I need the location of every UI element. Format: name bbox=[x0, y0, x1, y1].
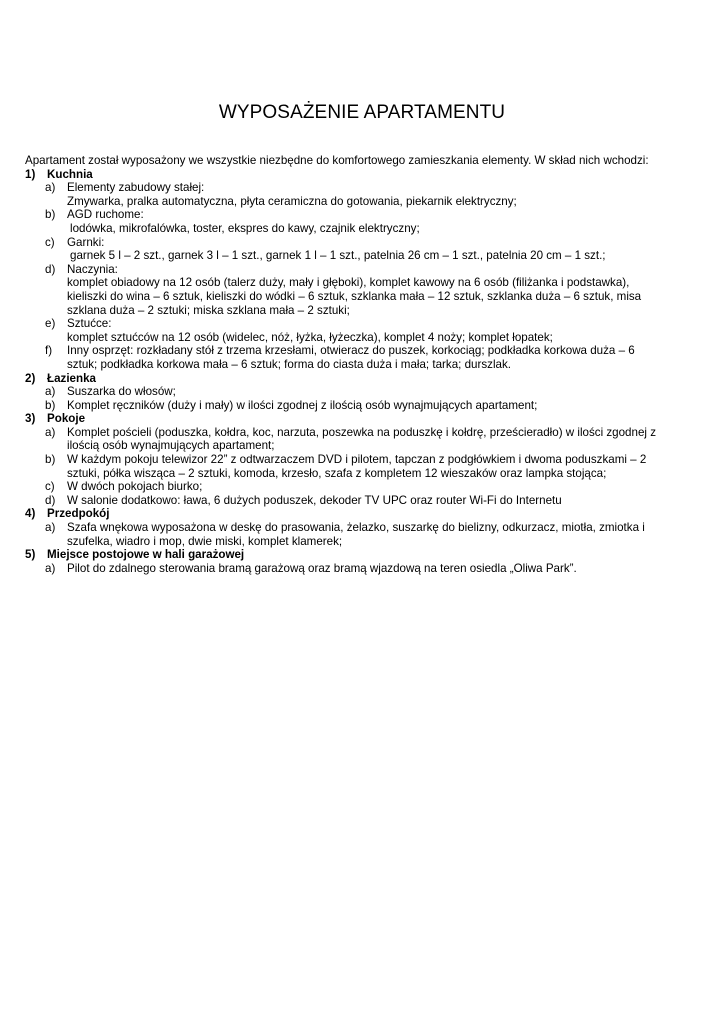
list-item bbox=[25, 453, 685, 480]
item-letter: e) bbox=[45, 317, 56, 331]
item-text: Naczynia: bbox=[67, 262, 118, 276]
intro-paragraph: Apartament został wyposażony we wszystkie niezbędne do komfortowego zamieszkania elementy. W skład nich wchodzi: bbox=[25, 154, 649, 167]
list-item bbox=[25, 208, 685, 222]
item-text: W dwóch pokojach biurko; bbox=[67, 480, 203, 494]
list-item bbox=[25, 426, 685, 453]
page-title: WYPOSAŻENIE APARTAMENTU bbox=[218, 102, 506, 123]
item-letter: a) bbox=[45, 181, 56, 195]
section-title: Miejsce postojowe w hali garażowej bbox=[47, 548, 245, 562]
item-detail: komplet obiadowy na 12 osób (talerz duży, mały i głęboki), komplet kawowy na 6 osób (filiżanka i podstawka), bbox=[67, 276, 630, 290]
item-text: Komplet ręczników (duży i mały) w ilości zgodnej z ilością osób wynajmujących apartament; bbox=[67, 398, 538, 412]
section-title: Kuchnia bbox=[47, 167, 93, 181]
item-detail: szklana duża – 2 sztuki; miska szklana mała – 2 sztuki; bbox=[67, 303, 350, 317]
item-letter: a) bbox=[45, 561, 56, 575]
section-heading-miejsce-postojowe bbox=[25, 548, 685, 562]
item-letter: c) bbox=[45, 235, 55, 249]
item-text: Szafa wnękowa wyposażona w deskę do prasowania, żelazko, suszarkę do bielizny, odkurzacz, miotła, zmiotka i szufelka, wiadro i mop, dwie miski, komplet klamerek; bbox=[67, 521, 645, 548]
item-text: Sztućce: bbox=[67, 317, 112, 331]
item-detail: Zmywarka, pralka automatyczna, płyta ceramiczna do gotowania, piekarnik elektryczny; bbox=[67, 194, 517, 208]
section-number: 4) bbox=[25, 507, 36, 521]
item-text: Inny osprzęt: rozkładany stół z trzema krzesłami, otwieracz do puszek, korkociąg; podkładka korkowa duża – 6 sztuk; podkładka korkowa mała – 6 sztuk; forma do ciasta duża i mała; tarka; durszlak. bbox=[67, 344, 635, 371]
section-title: Pokoje bbox=[47, 412, 86, 426]
document-body bbox=[25, 154, 685, 575]
list-item bbox=[25, 317, 685, 331]
item-letter: d) bbox=[45, 493, 56, 507]
section-number: 5) bbox=[25, 548, 36, 562]
list-item bbox=[25, 521, 685, 548]
list-item bbox=[25, 344, 685, 371]
list-item bbox=[25, 399, 685, 413]
section-title: Łazienka bbox=[47, 371, 96, 385]
item-letter: b) bbox=[45, 208, 56, 222]
item-text: W każdym pokoju telewizor 22” z odtwarzaczem DVD i pilotem, tapczan z podgłówkiem i dwoma poduszkami – 2 sztuki, półka wisząca – 2 sztuki, komoda, krzesło, szafa z kompletem 12 wieszaków oraz lampka stojąca; bbox=[67, 453, 647, 480]
section-heading-lazienka bbox=[25, 372, 685, 386]
section-heading-kuchnia bbox=[25, 168, 685, 182]
section-heading-pokoje bbox=[25, 412, 685, 426]
item-text: Pilot do zdalnego sterowania bramą garażową oraz bramą wjazdową na teren osiedla „Oliwa Park”. bbox=[67, 561, 577, 575]
item-letter: a) bbox=[45, 385, 56, 399]
item-letter: a) bbox=[45, 425, 56, 439]
list-item bbox=[25, 236, 685, 250]
item-detail: garnek 5 l – 2 szt., garnek 3 l – 1 szt., garnek 1 l – 1 szt., patelnia 26 cm – 1 szt., patelnia 20 cm – 1 szt.; bbox=[70, 249, 606, 263]
item-detail: kieliszki do wina – 6 sztuk, kieliszki do wódki – 6 sztuk, szklanka mała – 12 sztuk, szklanka duża – 6 sztuk, misa bbox=[67, 289, 642, 303]
item-text: Garnki: bbox=[67, 235, 105, 249]
list-item bbox=[25, 263, 685, 277]
item-letter: d) bbox=[45, 262, 56, 276]
item-detail: lodówka, mikrofalówka, toster, ekspres do kawy, czajnik elektryczny; bbox=[70, 221, 420, 235]
list-item bbox=[25, 480, 685, 494]
item-text: Komplet pościeli (poduszka, kołdra, koc, narzuta, poszewka na poduszkę i kołdrę, prześcieradło) w ilości zgodnej z ilością osób wynajmujących apartament; bbox=[67, 425, 656, 453]
item-letter: f) bbox=[45, 344, 53, 358]
item-letter: a) bbox=[45, 521, 56, 535]
list-item bbox=[25, 562, 685, 576]
section-number: 3) bbox=[25, 412, 36, 426]
section-heading-przedpokoj bbox=[25, 507, 685, 521]
item-letter: c) bbox=[45, 480, 55, 494]
section-title: Przedpokój bbox=[47, 507, 110, 521]
item-text: AGD ruchome: bbox=[67, 208, 144, 222]
section-number: 1) bbox=[25, 167, 36, 181]
section-number: 2) bbox=[25, 371, 36, 385]
list-item bbox=[25, 385, 685, 399]
item-text: W salonie dodatkowo: ława, 6 dużych poduszek, dekoder TV UPC oraz router Wi-Fi do Internetu bbox=[67, 493, 562, 507]
list-item bbox=[25, 181, 685, 195]
item-detail: komplet sztućców na 12 osób (widelec, nóż, łyżka, łyżeczka), komplet 4 noży; komplet łopatek; bbox=[67, 330, 553, 344]
item-letter: b) bbox=[45, 453, 56, 467]
item-letter: b) bbox=[45, 398, 56, 412]
list-item bbox=[25, 494, 685, 508]
item-text: Elementy zabudowy stałej: bbox=[67, 181, 205, 195]
item-text: Suszarka do włosów; bbox=[67, 385, 176, 399]
